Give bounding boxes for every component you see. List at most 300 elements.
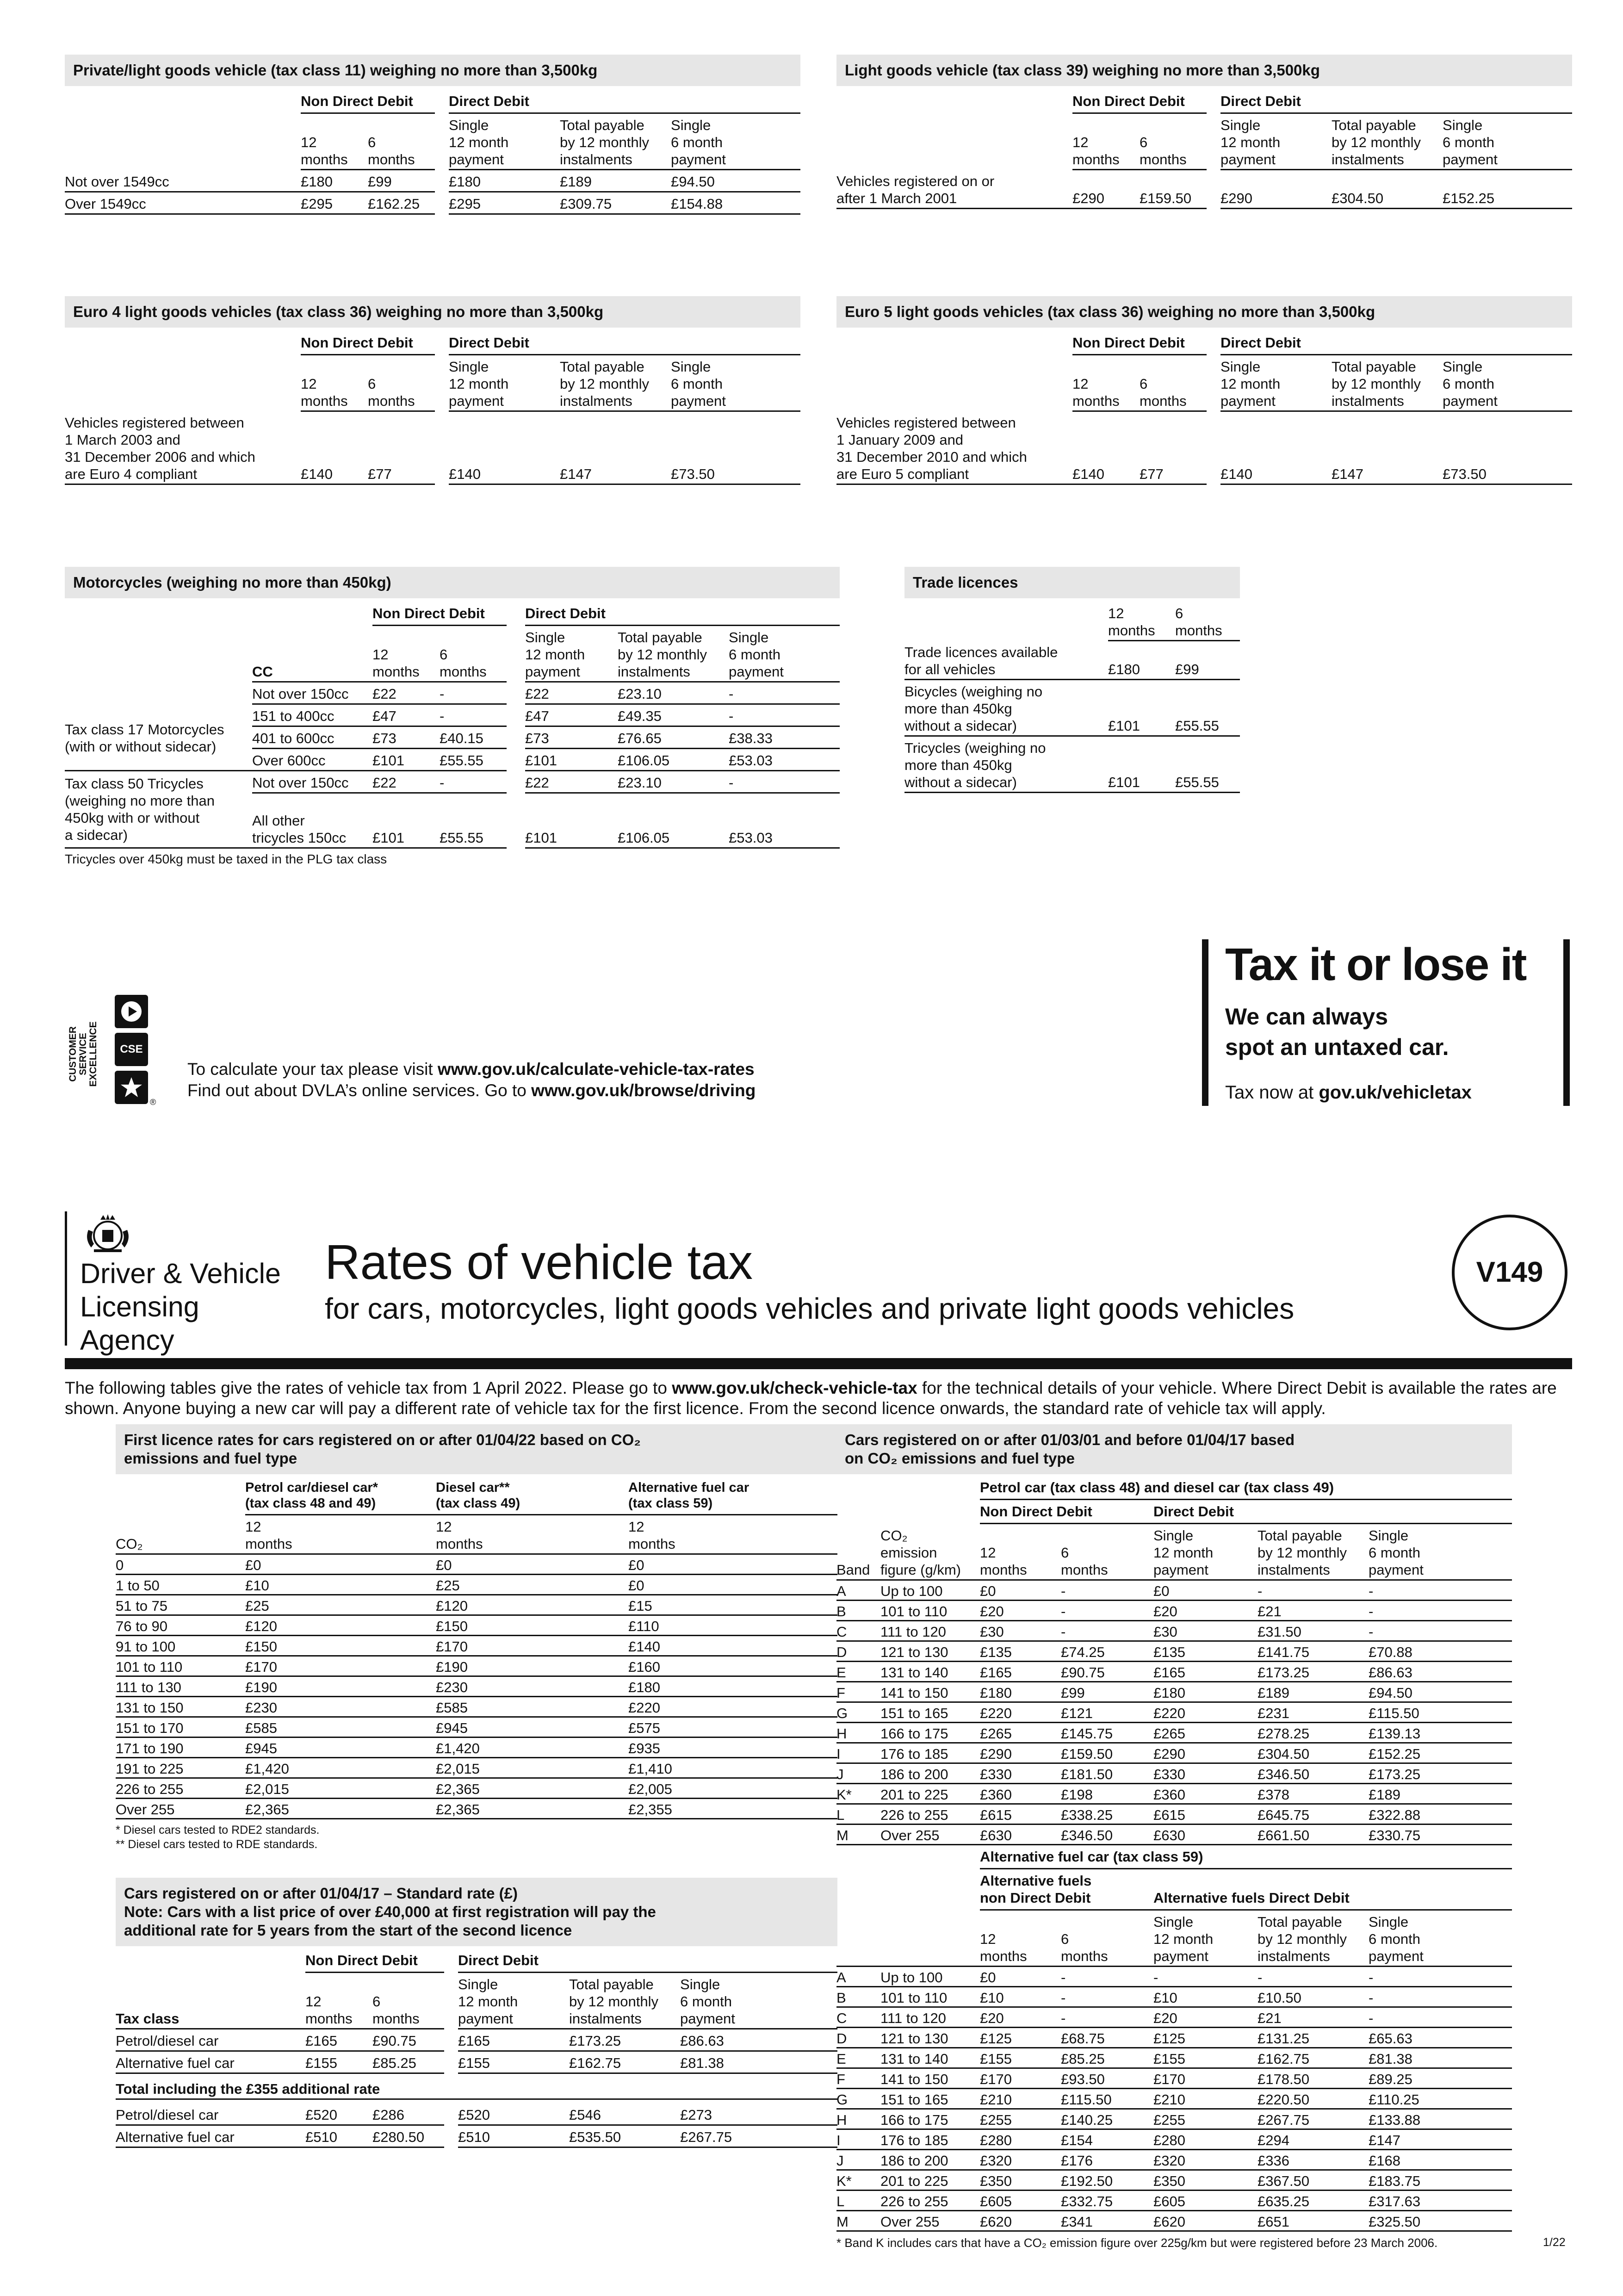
cell: £74.25	[1061, 1641, 1153, 1662]
cell: £47	[372, 704, 440, 726]
band-title: Cars registered on or after 01/03/01 and before 01/04/17 based on CO₂ emissions and fuel type	[836, 1424, 1512, 1474]
co2-range: 226 to 255	[880, 1804, 980, 1824]
cell: £630	[980, 1824, 1061, 1845]
form-code: V149	[1476, 1256, 1543, 1288]
co2-range: Over 255	[880, 2211, 980, 2231]
col-total-12: Total payable by 12 monthly instalments	[560, 355, 671, 411]
cell: £585	[245, 1717, 436, 1738]
plg-table	[65, 90, 800, 215]
cell: £76.65	[618, 726, 729, 749]
header-rule	[65, 1358, 1572, 1369]
col-12-months: 12 months	[372, 626, 440, 682]
co2-range: 191 to 225	[116, 1758, 245, 1778]
col-12-months: 12 months	[245, 1515, 436, 1554]
cell: £280	[1153, 2129, 1258, 2150]
band-letter: F	[836, 2068, 880, 2089]
euro4-title: Euro 4 light goods vehicles (tax class 36) weighing no more than 3,500kg	[65, 296, 800, 328]
table-row	[836, 1763, 1512, 1784]
cell: £255	[1153, 2109, 1258, 2129]
cell: £330	[1153, 1763, 1258, 1784]
cell: £0	[1153, 1580, 1258, 1601]
cell: £99	[1175, 641, 1240, 680]
co2-range: 171 to 190	[116, 1738, 245, 1758]
table-row	[116, 1595, 837, 1615]
cell: £101	[372, 749, 440, 771]
cell: -	[1369, 1580, 1512, 1601]
check-vehicle-tax-link[interactable]: www.gov.uk/check-vehicle-tax	[672, 1378, 917, 1397]
cell: £154.88	[671, 192, 800, 214]
cse-word: SERVICE	[78, 1033, 88, 1075]
cell: £159.50	[1140, 170, 1207, 209]
cell: £317.63	[1369, 2191, 1512, 2211]
vehicletax-link[interactable]: gov.uk/vehicletax	[1319, 1082, 1472, 1103]
table-row	[116, 1758, 837, 1778]
col-single-6: Single 6 month payment	[1443, 113, 1572, 170]
dd-header: Direct Debit	[449, 331, 800, 355]
cell: £10	[245, 1575, 436, 1595]
cell: £945	[436, 1717, 628, 1738]
table-row	[836, 2211, 1512, 2231]
table-row	[116, 1799, 837, 1819]
co2-range: 176 to 185	[880, 2129, 980, 2150]
cell: £2,365	[436, 1799, 628, 1819]
col-12-months: 12 months	[301, 355, 368, 411]
cell: £85.25	[1061, 2048, 1153, 2068]
ndd-header: Non Direct Debit	[1072, 90, 1207, 113]
ndd-header: Non Direct Debit	[301, 90, 435, 113]
co2-range: 186 to 200	[880, 2150, 980, 2170]
cell: £220	[628, 1697, 837, 1717]
cell: £165	[305, 2029, 372, 2051]
table-row	[904, 736, 1240, 792]
co2-range: 201 to 225	[880, 1784, 980, 1804]
cell: £30	[980, 1621, 1061, 1641]
first-note-1: * Diesel cars tested to RDE2 standards.	[116, 1824, 320, 1837]
crest-icon	[80, 1211, 136, 1253]
co2-range: 176 to 185	[880, 1743, 980, 1763]
co2-range: 0	[116, 1554, 245, 1575]
col-single-6: Single 6 month payment	[671, 113, 800, 170]
table-row	[836, 1967, 1512, 1987]
cell: £290	[1072, 170, 1140, 209]
cell: £131.25	[1258, 2028, 1369, 2048]
cell: £267.75	[680, 2125, 837, 2147]
col-single-12: Single 12 month payment	[458, 1973, 569, 2029]
col-12-months: 12 months	[980, 1910, 1061, 1967]
table-row	[116, 2099, 837, 2125]
table-row	[836, 411, 1572, 484]
petrol-diesel-header: Petrol car/diesel car* (tax class 48 and 49)	[245, 1477, 436, 1515]
co2-range: 1 to 50	[116, 1575, 245, 1595]
col-single-12: Single 12 month payment	[1153, 1910, 1258, 1967]
table-row	[116, 1575, 837, 1595]
alt-fuel-header: Alternative fuel car (tax class 59)	[628, 1477, 837, 1515]
cell: £115.50	[1061, 2089, 1153, 2109]
col-6-months: 6 months	[1140, 355, 1207, 411]
table-row	[65, 411, 800, 484]
co2-range: Over 255	[116, 1799, 245, 1819]
band-letter: C	[836, 1621, 880, 1641]
cc-value: 401 to 600cc	[252, 726, 372, 749]
plg-section	[65, 55, 800, 215]
cell: £286	[372, 2099, 444, 2125]
cell: £162.75	[569, 2051, 680, 2073]
motorcycles-section	[65, 567, 840, 867]
cell: £10.50	[1258, 1987, 1369, 2007]
band-letter: J	[836, 1763, 880, 1784]
table-row	[836, 2170, 1512, 2191]
cell: £170	[436, 1636, 628, 1656]
row-label: Petrol/diesel car	[116, 2099, 305, 2125]
ndd-header: Non Direct Debit	[1072, 331, 1207, 355]
band-letter: E	[836, 1662, 880, 1682]
cell: £605	[980, 2191, 1061, 2211]
cc-header: CC	[252, 626, 372, 682]
first-licence-title: First licence rates for cars registered on or after 01/04/22 based on CO₂ emissions and fuel type	[116, 1424, 837, 1474]
col-12-months: 12 months	[436, 1515, 628, 1554]
cell: -	[1061, 1601, 1153, 1621]
cell: £575	[628, 1717, 837, 1738]
table-row	[65, 170, 800, 192]
cc-value: Not over 150cc	[252, 771, 372, 793]
cell: £585	[436, 1697, 628, 1717]
euro5-section	[836, 296, 1572, 485]
cell: £630	[1153, 1824, 1258, 1845]
plg-title: Private/light goods vehicle (tax class 11) weighing no more than 3,500kg	[65, 55, 800, 86]
table-row	[836, 1784, 1512, 1804]
table-row	[836, 2129, 1512, 2150]
band-letter: A	[836, 1580, 880, 1601]
cell: £135	[1153, 1641, 1258, 1662]
band-table	[836, 1476, 1512, 2232]
cell: £121	[1061, 1702, 1153, 1723]
cell: £2,015	[245, 1778, 436, 1799]
cell: £2,005	[628, 1778, 837, 1799]
first-note-2: ** Diesel cars tested to RDE standards.	[116, 1838, 318, 1851]
motorcycles-title: Motorcycles (weighing no more than 450kg)	[65, 567, 840, 598]
cell: £2,015	[436, 1758, 628, 1778]
cell: £180	[628, 1676, 837, 1697]
col-single-6: Single 6 month payment	[671, 355, 800, 411]
alt-dd-header: Alternative fuels Direct Debit	[1153, 1869, 1512, 1910]
cell: £140	[301, 411, 368, 484]
table-row	[116, 1738, 837, 1758]
cell: £168	[1369, 2150, 1512, 2170]
cell: £189	[560, 170, 671, 192]
cell: £47	[525, 704, 618, 726]
cell: £10	[1153, 1987, 1258, 2007]
col-total-12: Total payable by 12 monthly instalments	[560, 113, 671, 170]
col-12-months: 12 months	[1108, 602, 1175, 641]
cse-badge-text: CSE	[120, 1043, 143, 1055]
standard-rate-title: Cars registered on or after 01/04/17 – Standard rate (£) Note: Cars with a list price of over £40,000 at first registration will pay the additional rate for 5 years from the start of the second licence	[116, 1878, 837, 1946]
cell: -	[1258, 1580, 1369, 1601]
cell: £173.25	[569, 2029, 680, 2051]
driving-link[interactable]: www.gov.uk/browse/driving	[531, 1081, 756, 1100]
cell: £155	[458, 2051, 569, 2073]
col-single-12: Single 12 month payment	[449, 113, 560, 170]
col-total-12: Total payable by 12 monthly instalments	[1332, 113, 1443, 170]
table-row	[836, 2089, 1512, 2109]
intro-post: for the technical details of your vehicle. Where Direct Debit is available the rates are shown. Anyone buying a new car will pay a different rate of vehicle tax for the first licence. From the second licence onwards, the standard rate of vehicle tax will apply.	[65, 1378, 1557, 1418]
cell: £10	[980, 1987, 1061, 2007]
cell: £89.25	[1369, 2068, 1512, 2089]
band-letter: H	[836, 2109, 880, 2129]
cell: -	[1369, 1987, 1512, 2007]
table-row	[116, 1636, 837, 1656]
band-sec1-title: Petrol car (tax class 48) and diesel car (tax class 49)	[980, 1476, 1512, 1500]
cell: £73.50	[1443, 411, 1572, 484]
cell: £510	[305, 2125, 372, 2147]
tax-it-headline: Tax it or lose it	[1225, 939, 1526, 990]
col-single-12: Single 12 month payment	[525, 626, 618, 682]
cell: £55.55	[440, 749, 507, 771]
table-row	[65, 771, 840, 793]
cell: £101	[372, 793, 440, 848]
table-row	[116, 2051, 837, 2073]
cell: £120	[436, 1595, 628, 1615]
cell: £267.75	[1258, 2109, 1369, 2129]
euro4-section	[65, 296, 800, 485]
col-single-6: Single 6 month payment	[1443, 355, 1572, 411]
cse-word: EXCELLENCE	[88, 1021, 99, 1087]
cell: £73	[525, 726, 618, 749]
tax-now-text: Tax now at	[1225, 1082, 1319, 1103]
table-row	[836, 2068, 1512, 2089]
co2-range: 151 to 165	[880, 1702, 980, 1723]
tax-class-header: Tax class	[116, 1973, 305, 2029]
cell: £85.25	[372, 2051, 444, 2073]
co2-range: 101 to 110	[880, 1601, 980, 1621]
cell: £183.75	[1369, 2170, 1512, 2191]
cell: £198	[1061, 1784, 1153, 1804]
cell: -	[1153, 1967, 1258, 1987]
trade-table	[904, 602, 1240, 793]
co2-range: 166 to 175	[880, 2109, 980, 2129]
col-6-months: 6 months	[1140, 113, 1207, 170]
cell: £615	[980, 1804, 1061, 1824]
cell: £181.50	[1061, 1763, 1153, 1784]
cell: £55.55	[1175, 679, 1240, 736]
cell: £101	[1108, 679, 1175, 736]
cc-value: All other tricycles 150cc	[252, 793, 372, 848]
cell: -	[1369, 2007, 1512, 2028]
cell: £140	[1220, 411, 1332, 484]
cell: -	[440, 682, 507, 704]
page-subtitle: for cars, motorcycles, light goods vehicles and private light goods vehicles	[325, 1292, 1295, 1325]
dd-header: Direct Debit	[525, 602, 840, 626]
cell: £546	[569, 2099, 680, 2125]
dd-header: Direct Debit	[1220, 331, 1572, 355]
cell: -	[1061, 1621, 1153, 1641]
tax-it-sub: We can always spot an untaxed car.	[1225, 1004, 1449, 1060]
cell: £294	[1258, 2129, 1369, 2150]
cell: £309.75	[560, 192, 671, 214]
table-row	[65, 192, 800, 214]
cell: £155	[305, 2051, 372, 2073]
band-letter: C	[836, 2007, 880, 2028]
cse-badge	[115, 1033, 148, 1066]
table-row	[836, 1824, 1512, 1845]
cse-logo	[65, 995, 171, 1106]
ndd-header: Non Direct Debit	[372, 602, 507, 626]
band-letter: E	[836, 2048, 880, 2068]
table-row	[836, 1641, 1512, 1662]
table-row	[116, 1554, 837, 1575]
cell: £935	[628, 1738, 837, 1758]
col-6-months: 6 months	[368, 355, 435, 411]
col-single-12: Single 12 month payment	[449, 355, 560, 411]
cell: £605	[1153, 2191, 1258, 2211]
cc-value: 151 to 400cc	[252, 704, 372, 726]
cell: £290	[1220, 170, 1332, 209]
cell: £86.63	[1369, 1662, 1512, 1682]
col-single-6: Single 6 month payment	[1369, 1910, 1512, 1967]
cell: £280.50	[372, 2125, 444, 2147]
col-12-months: 12 months	[1072, 355, 1140, 411]
alt-ndd-header: Alternative fuels non Direct Debit	[980, 1869, 1153, 1910]
cell: £341	[1061, 2211, 1153, 2231]
table-row	[904, 679, 1240, 736]
cell: £135	[980, 1641, 1061, 1662]
cell: £110	[628, 1615, 837, 1636]
cell: £20	[1153, 2007, 1258, 2028]
cell: £55.55	[1175, 736, 1240, 792]
row-label: Bicycles (weighing no more than 450kg without a sidecar)	[904, 679, 1108, 736]
cell: £81.38	[680, 2051, 837, 2073]
col-6-months: 6 months	[1061, 1524, 1153, 1580]
cell: £661.50	[1258, 1824, 1369, 1845]
band-letter: L	[836, 2191, 880, 2211]
cell: £255	[980, 2109, 1061, 2129]
calc-link[interactable]: www.gov.uk/calculate-vehicle-tax-rates	[437, 1060, 755, 1079]
table-row	[836, 1723, 1512, 1743]
cell: -	[1369, 1621, 1512, 1641]
cell: £139.13	[1369, 1723, 1512, 1743]
co2-range: 121 to 130	[880, 2028, 980, 2048]
table-row	[836, 1601, 1512, 1621]
cell: £20	[980, 1601, 1061, 1621]
cell: £173.25	[1258, 1662, 1369, 1682]
agency-name: Driver & Vehicle Licensing Agency	[80, 1258, 281, 1356]
cell: £162.75	[1258, 2048, 1369, 2068]
cell: £189	[1369, 1784, 1512, 1804]
motorcycles-note: Tricycles over 450kg must be taxed in the PLG tax class	[65, 852, 387, 866]
cell: £152.25	[1443, 170, 1572, 209]
col-total-12: Total payable by 12 monthly instalments	[618, 626, 729, 682]
cell: £0	[628, 1575, 837, 1595]
diesel-header: Diesel car** (tax class 49)	[436, 1477, 628, 1515]
cell: £90.75	[372, 2029, 444, 2051]
cell: £150	[436, 1615, 628, 1636]
table-row	[116, 1778, 837, 1799]
dd-header: Direct Debit	[1153, 1500, 1512, 1524]
table-row	[836, 2150, 1512, 2170]
cell: £125	[1153, 2028, 1258, 2048]
cell: £23.10	[618, 682, 729, 704]
col-6-months: 6 months	[1175, 602, 1240, 641]
cell: £31.50	[1258, 1621, 1369, 1641]
cell: £2,365	[245, 1799, 436, 1819]
cell: £94.50	[1369, 1682, 1512, 1702]
cell: £645.75	[1258, 1804, 1369, 1824]
band-letter: G	[836, 1702, 880, 1723]
table-row	[836, 2191, 1512, 2211]
cell: £360	[1153, 1784, 1258, 1804]
cell: -	[440, 771, 507, 793]
co2-range: 101 to 110	[116, 1656, 245, 1676]
table-row	[116, 1717, 837, 1738]
row-label: Vehicles registered on or after 1 March 2001	[836, 170, 1072, 209]
ndd-header: Non Direct Debit	[980, 1500, 1153, 1524]
cell: £40.15	[440, 726, 507, 749]
col-single-6: Single 6 month payment	[729, 626, 840, 682]
col-single-12: Single 12 month payment	[1153, 1524, 1258, 1580]
euro4-table	[65, 331, 800, 485]
cell: £620	[980, 2211, 1061, 2231]
cell: £165	[980, 1662, 1061, 1682]
band-letter: D	[836, 2028, 880, 2048]
cell: £140.25	[1061, 2109, 1153, 2129]
cell: £90.75	[1061, 1662, 1153, 1682]
cell: £140	[449, 411, 560, 484]
co2-header: CO₂	[116, 1515, 245, 1554]
cell: £99	[368, 170, 435, 192]
cell: £220	[1153, 1702, 1258, 1723]
cell: £30	[1153, 1621, 1258, 1641]
cc-value: Not over 150cc	[252, 682, 372, 704]
band-letter: I	[836, 1743, 880, 1763]
cell: £290	[980, 1743, 1061, 1763]
intro-pre: The following tables give the rates of vehicle tax from 1 April 2022. Please go to	[65, 1378, 672, 1397]
co2-range: Over 255	[880, 1824, 980, 1845]
cell: £280	[980, 2129, 1061, 2150]
euro5-title: Euro 5 light goods vehicles (tax class 36) weighing no more than 3,500kg	[836, 296, 1572, 328]
cell: -	[1061, 1967, 1153, 1987]
cell: £165	[458, 2029, 569, 2051]
cell: £1,410	[628, 1758, 837, 1778]
cell: -	[1061, 1987, 1153, 2007]
cell: £346.50	[1061, 1824, 1153, 1845]
co2-range: 186 to 200	[880, 1763, 980, 1784]
cell: £2,365	[436, 1778, 628, 1799]
cell: £81.38	[1369, 2048, 1512, 2068]
table-row	[836, 1662, 1512, 1682]
cell: £21	[1258, 2007, 1369, 2028]
col-total-12: Total payable by 12 monthly instalments	[1258, 1910, 1369, 1967]
cell: £265	[980, 1723, 1061, 1743]
star-icon	[115, 1071, 148, 1104]
cell: £115.50	[1369, 1702, 1512, 1723]
cell: £367.50	[1258, 2170, 1369, 2191]
cell: £615	[1153, 1804, 1258, 1824]
row-label: Not over 1549cc	[65, 170, 301, 192]
band-section	[836, 1424, 1512, 2250]
cell: £120	[245, 1615, 436, 1636]
cell: £22	[372, 682, 440, 704]
cell: £265	[1153, 1723, 1258, 1743]
cell: £220.50	[1258, 2089, 1369, 2109]
cell: £336	[1258, 2150, 1369, 2170]
table-row	[116, 1676, 837, 1697]
cell: -	[1061, 2007, 1153, 2028]
col-12-months: 12 months	[1072, 113, 1140, 170]
cell: £160	[628, 1656, 837, 1676]
cell: £535.50	[569, 2125, 680, 2147]
cell: £77	[1140, 411, 1207, 484]
cell: £510	[458, 2125, 569, 2147]
table-row	[116, 1656, 837, 1676]
